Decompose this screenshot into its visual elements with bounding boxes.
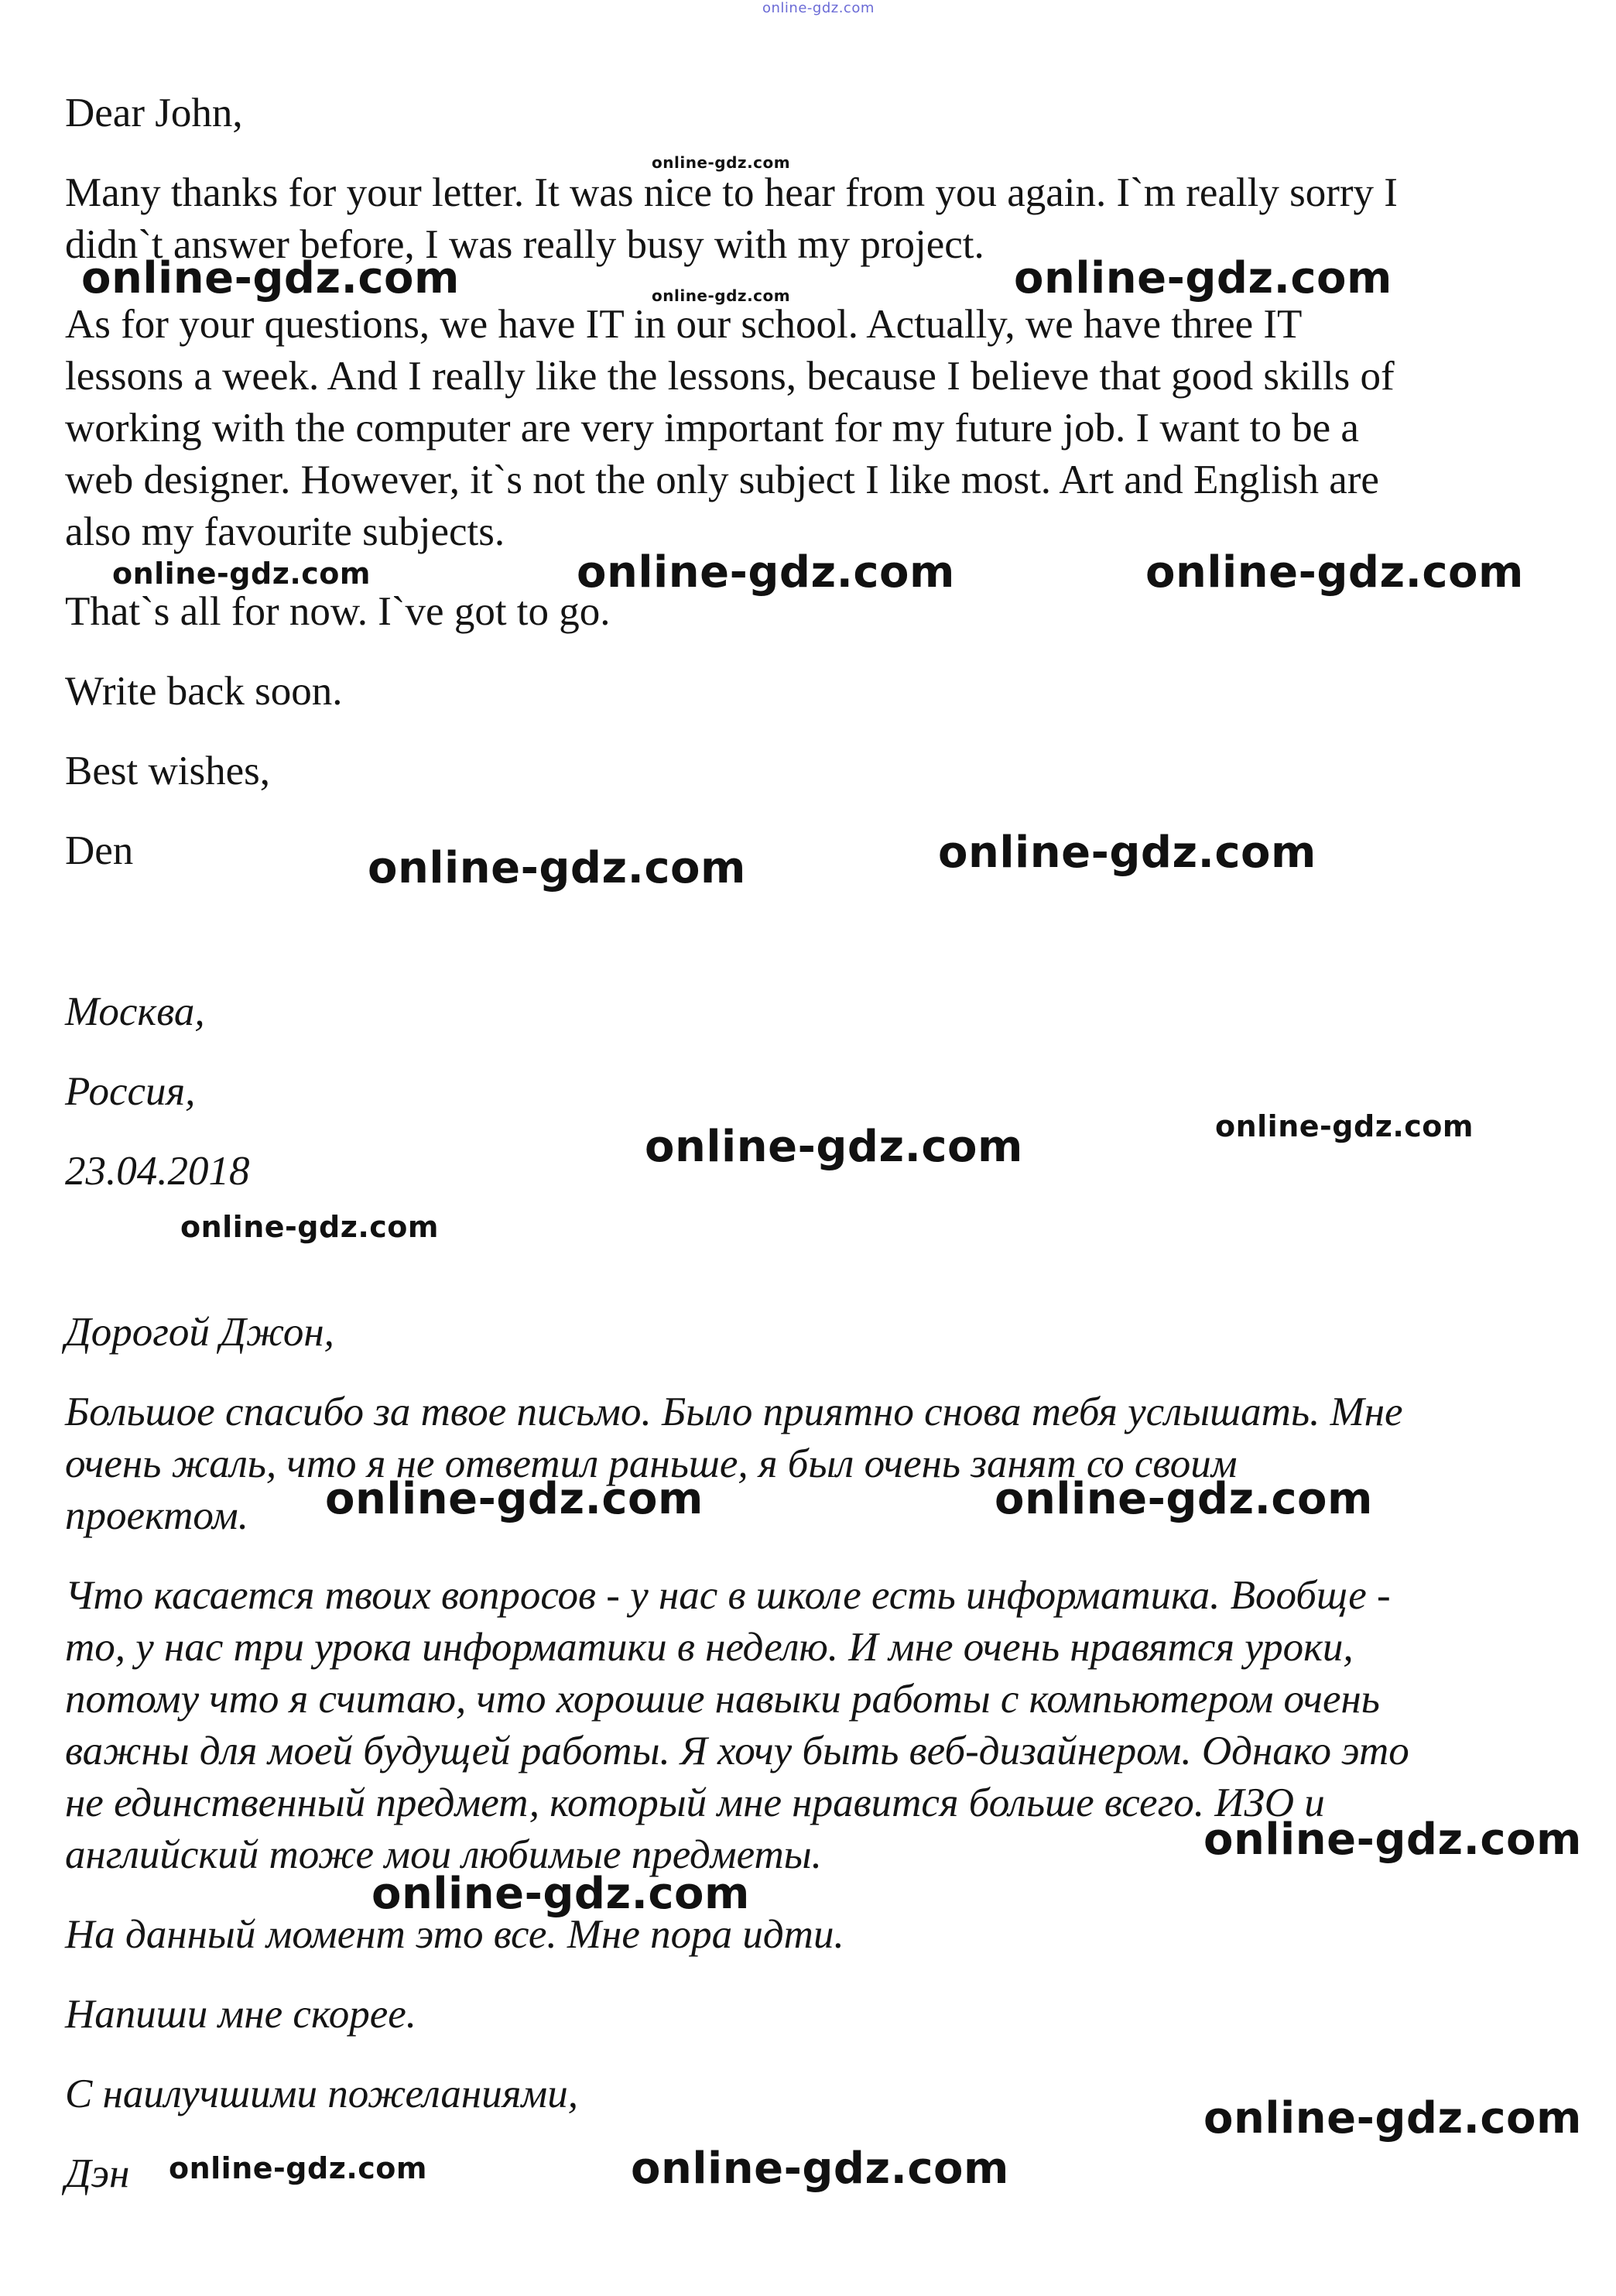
- english-paragraph2-line5: also my favourite subjects.: [65, 509, 505, 554]
- english-paragraph4: Write back soon.: [65, 669, 343, 714]
- russian-paragraph2-line3: потому что я считаю, что хорошие навыки работы с компьютером очень: [65, 1677, 1380, 1722]
- english-closing: Best wishes,: [65, 749, 270, 793]
- english-paragraph3: That`s all for now. I`ve got to go.: [65, 589, 611, 634]
- english-paragraph1-line2: didn`t answer before, I was really busy with my project.: [65, 222, 984, 267]
- english-greeting: Dear John,: [65, 91, 243, 135]
- watermark: online-gdz.com: [169, 2151, 427, 2185]
- watermark: online-gdz.com: [112, 557, 371, 591]
- watermark: online-gdz.com: [995, 1474, 1373, 1524]
- russian-greeting: Дорогой Джон,: [65, 1310, 334, 1355]
- watermark: online-gdz.com: [325, 1474, 704, 1524]
- watermark: online-gdz.com: [371, 1869, 750, 1919]
- watermark: online-gdz.com: [1215, 1109, 1474, 1143]
- russian-paragraph4: Напиши мне скорее.: [65, 1992, 417, 2037]
- watermark: online-gdz.com: [180, 1210, 439, 1244]
- watermark: online-gdz.com: [1145, 547, 1524, 598]
- english-paragraph2-line1: As for your questions, we have IT in our school. Actually, we have three IT: [65, 302, 1303, 347]
- watermark: online-gdz.com: [81, 253, 460, 303]
- watermark: online-gdz.com: [938, 828, 1316, 878]
- watermark: online-gdz.com: [368, 843, 746, 893]
- watermark: online-gdz.com: [631, 2144, 1009, 2194]
- russian-date: 23.04.2018: [65, 1149, 250, 1194]
- russian-paragraph2-line5: не единственный предмет, который мне нравится больше всего. ИЗО и: [65, 1780, 1325, 1825]
- english-signature: Den: [65, 828, 134, 873]
- russian-closing: С наилучшими пожеланиями,: [65, 2072, 578, 2116]
- russian-signature: Дэн: [65, 2151, 130, 2196]
- watermark: online-gdz.com: [1014, 253, 1392, 303]
- watermark: online-gdz.com: [645, 1122, 1023, 1172]
- russian-city: Москва,: [65, 989, 205, 1034]
- russian-paragraph1-line3: проектом.: [65, 1493, 248, 1538]
- english-paragraph2-line3: working with the computer are very important for my future job. I want to be a: [65, 406, 1359, 451]
- top-watermark: online-gdz.com: [762, 0, 875, 16]
- watermark: online-gdz.com: [1203, 1815, 1582, 1865]
- russian-paragraph2-line1: Что касается твоих вопросов - у нас в школе есть информатика. Вообще -: [65, 1573, 1391, 1618]
- watermark: online-gdz.com: [652, 153, 791, 172]
- russian-paragraph2-line4: важны для моей будущей работы. Я хочу быть веб-дизайнером. Однако это: [65, 1729, 1409, 1773]
- russian-paragraph3: На данный момент это все. Мне пора идти.: [65, 1912, 844, 1957]
- watermark: online-gdz.com: [577, 547, 955, 598]
- russian-paragraph1-line1: Большое спасибо за твое письмо. Было приятно снова тебя услышать. Мне: [65, 1390, 1403, 1434]
- russian-paragraph2-line2: то, у нас три урока информатики в неделю. И мне очень нравятся уроки,: [65, 1625, 1354, 1670]
- english-paragraph2-line2: lessons a week. And I really like the lessons, because I believe that good skills of: [65, 354, 1395, 399]
- russian-country: Россия,: [65, 1069, 196, 1114]
- english-paragraph1-line1: Many thanks for your letter. It was nice to hear from you again. I`m really sorry I: [65, 170, 1398, 215]
- russian-paragraph2-line6: английский тоже мои любимые предметы.: [65, 1832, 822, 1877]
- russian-paragraph1-line2: очень жаль, что я не ответил раньше, я был очень занят со своим: [65, 1441, 1238, 1486]
- watermark: online-gdz.com: [1203, 2093, 1582, 2144]
- english-paragraph2-line4: web designer. However, it`s not the only subject I like most. Art and English are: [65, 457, 1379, 502]
- watermark: online-gdz.com: [652, 286, 791, 305]
